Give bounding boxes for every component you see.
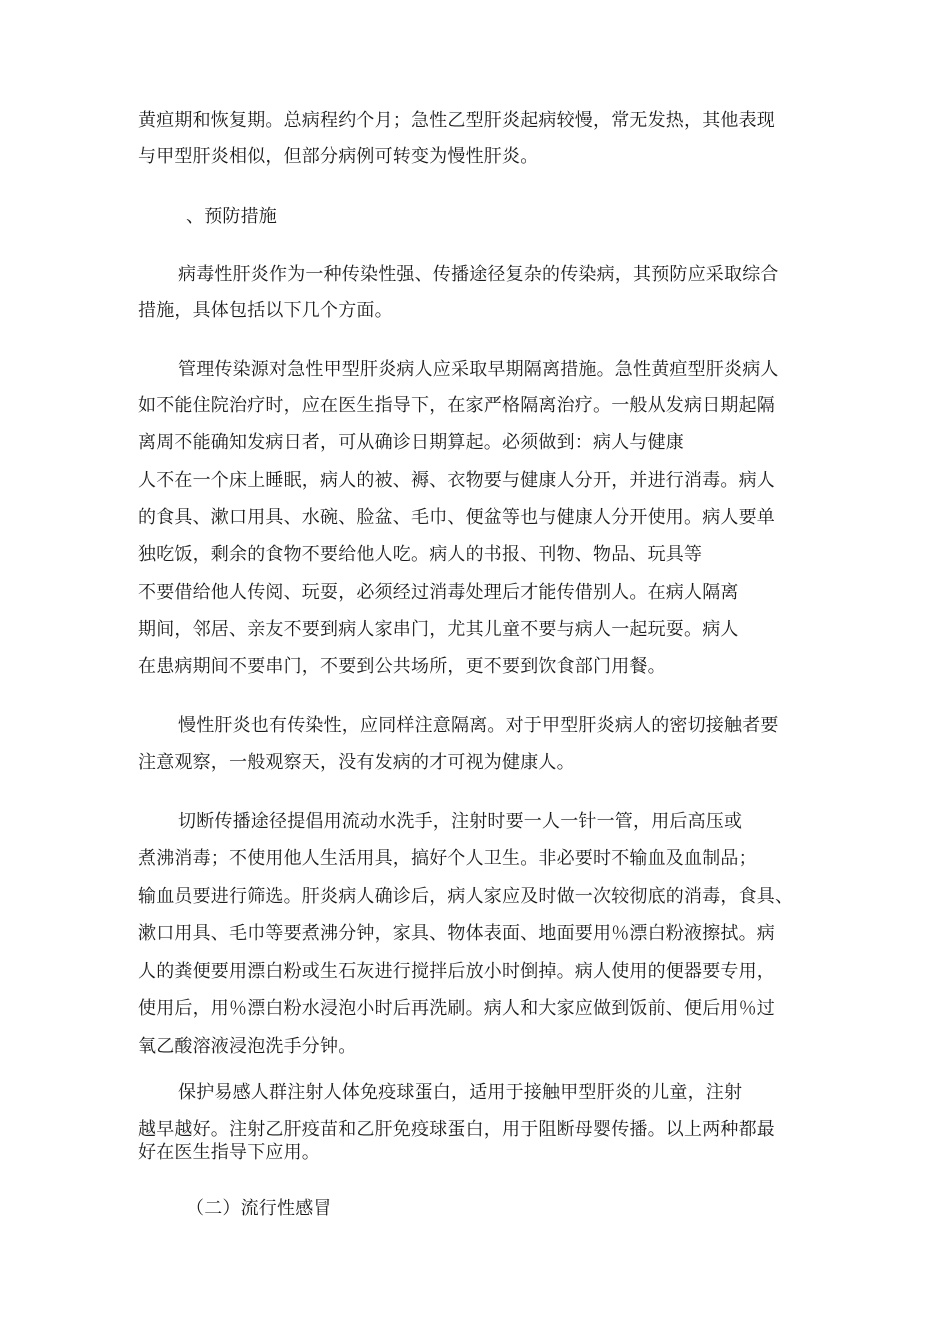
body-text-line: 慢性肝炎也有传染性，应同样注意隔离。对于甲型肝炎病人的密切接触者要 xyxy=(178,715,779,736)
body-text-line: 独吃饭，剩余的食物不要给他人吃。病人的书报、刊物、物品、玩具等 xyxy=(138,544,703,565)
body-text-line: 切断传播途径提倡用流动水洗手，注射时要一人一针一管，用后高压或 xyxy=(178,811,743,832)
body-text-line: 离周不能确知发病日者，可从确诊日期算起。必须做到：病人与健康 xyxy=(138,432,684,453)
body-text-line: 输血员要进行筛选。肝炎病人确诊后，病人家应及时做一次较彻底的消毒，食具、 xyxy=(138,886,794,907)
section-heading: （二）流行性感冒 xyxy=(186,1198,332,1219)
body-text-line: 人不在一个床上睡眠，病人的被、褥、衣物要与健康人分开，并进行消毒。病人 xyxy=(138,470,775,491)
body-text-line: 措施，具体包括以下几个方面。 xyxy=(138,300,393,321)
body-text-line: 期间，邻居、亲友不要到病人家串门，尤其儿童不要与病人一起玩耍。病人 xyxy=(138,619,739,640)
body-text-line: 在患病期间不要串门，不要到公共场所，更不要到饮食部门用餐。 xyxy=(138,656,666,677)
body-text-line: 氧乙酸溶液浸泡洗手分钟。 xyxy=(138,1036,357,1057)
body-text-line: 如不能住院治疗时，应在医生指导下，在家严格隔离治疗。一般从发病日期起隔 xyxy=(138,395,775,416)
body-text-line: 保护易感人群注射人体免疫球蛋白，适用于接触甲型肝炎的儿童，注射 xyxy=(178,1082,743,1103)
body-text-line: 病毒性肝炎作为一种传染性强、传播途径复杂的传染病，其预防应采取综合 xyxy=(178,264,779,285)
body-text-line: 的食具、漱口用具、水碗、脸盆、毛巾、便盆等也与健康人分开使用。病人要单 xyxy=(138,507,775,528)
body-text-line: 注意观察，一般观察天，没有发病的才可视为健康人。 xyxy=(138,752,575,773)
body-text-line: 管理传染源对急性甲型肝炎病人应采取早期隔离措施。急性黄疸型肝炎病人 xyxy=(178,359,779,380)
body-text-line: 不要借给他人传阅、玩耍，必须经过消毒处理后才能传借别人。在病人隔离 xyxy=(138,582,739,603)
body-text-line: 与甲型肝炎相似，但部分病例可转变为慢性肝炎。 xyxy=(138,146,539,167)
body-text-line: 漱口用具、毛巾等要煮沸分钟，家具、物体表面、地面要用％漂白粉液擦拭。病 xyxy=(138,923,775,944)
body-text-line: 人的粪便要用漂白粉或生石灰进行搅拌后放小时倒掉。病人使用的便器要专用， xyxy=(138,961,775,982)
body-text-line: 黄疸期和恢复期。总病程约个月；急性乙型肝炎起病较慢，常无发热，其他表现 xyxy=(138,110,775,131)
body-text-line: 越早越好。注射乙肝疫苗和乙肝免疫球蛋白，用于阻断母婴传播。以上两种都最 xyxy=(138,1119,775,1140)
body-text-line: 使用后，用％漂白粉水浸泡小时后再洗刷。病人和大家应做到饭前、便后用％过 xyxy=(138,998,775,1019)
body-text-line: 煮沸消毒；不使用他人生活用具，搞好个人卫生。非必要时不输血及血制品； xyxy=(138,848,757,869)
body-text-line: 好在医生指导下应用。 xyxy=(138,1142,320,1163)
section-heading: 、预防措施 xyxy=(186,206,277,227)
